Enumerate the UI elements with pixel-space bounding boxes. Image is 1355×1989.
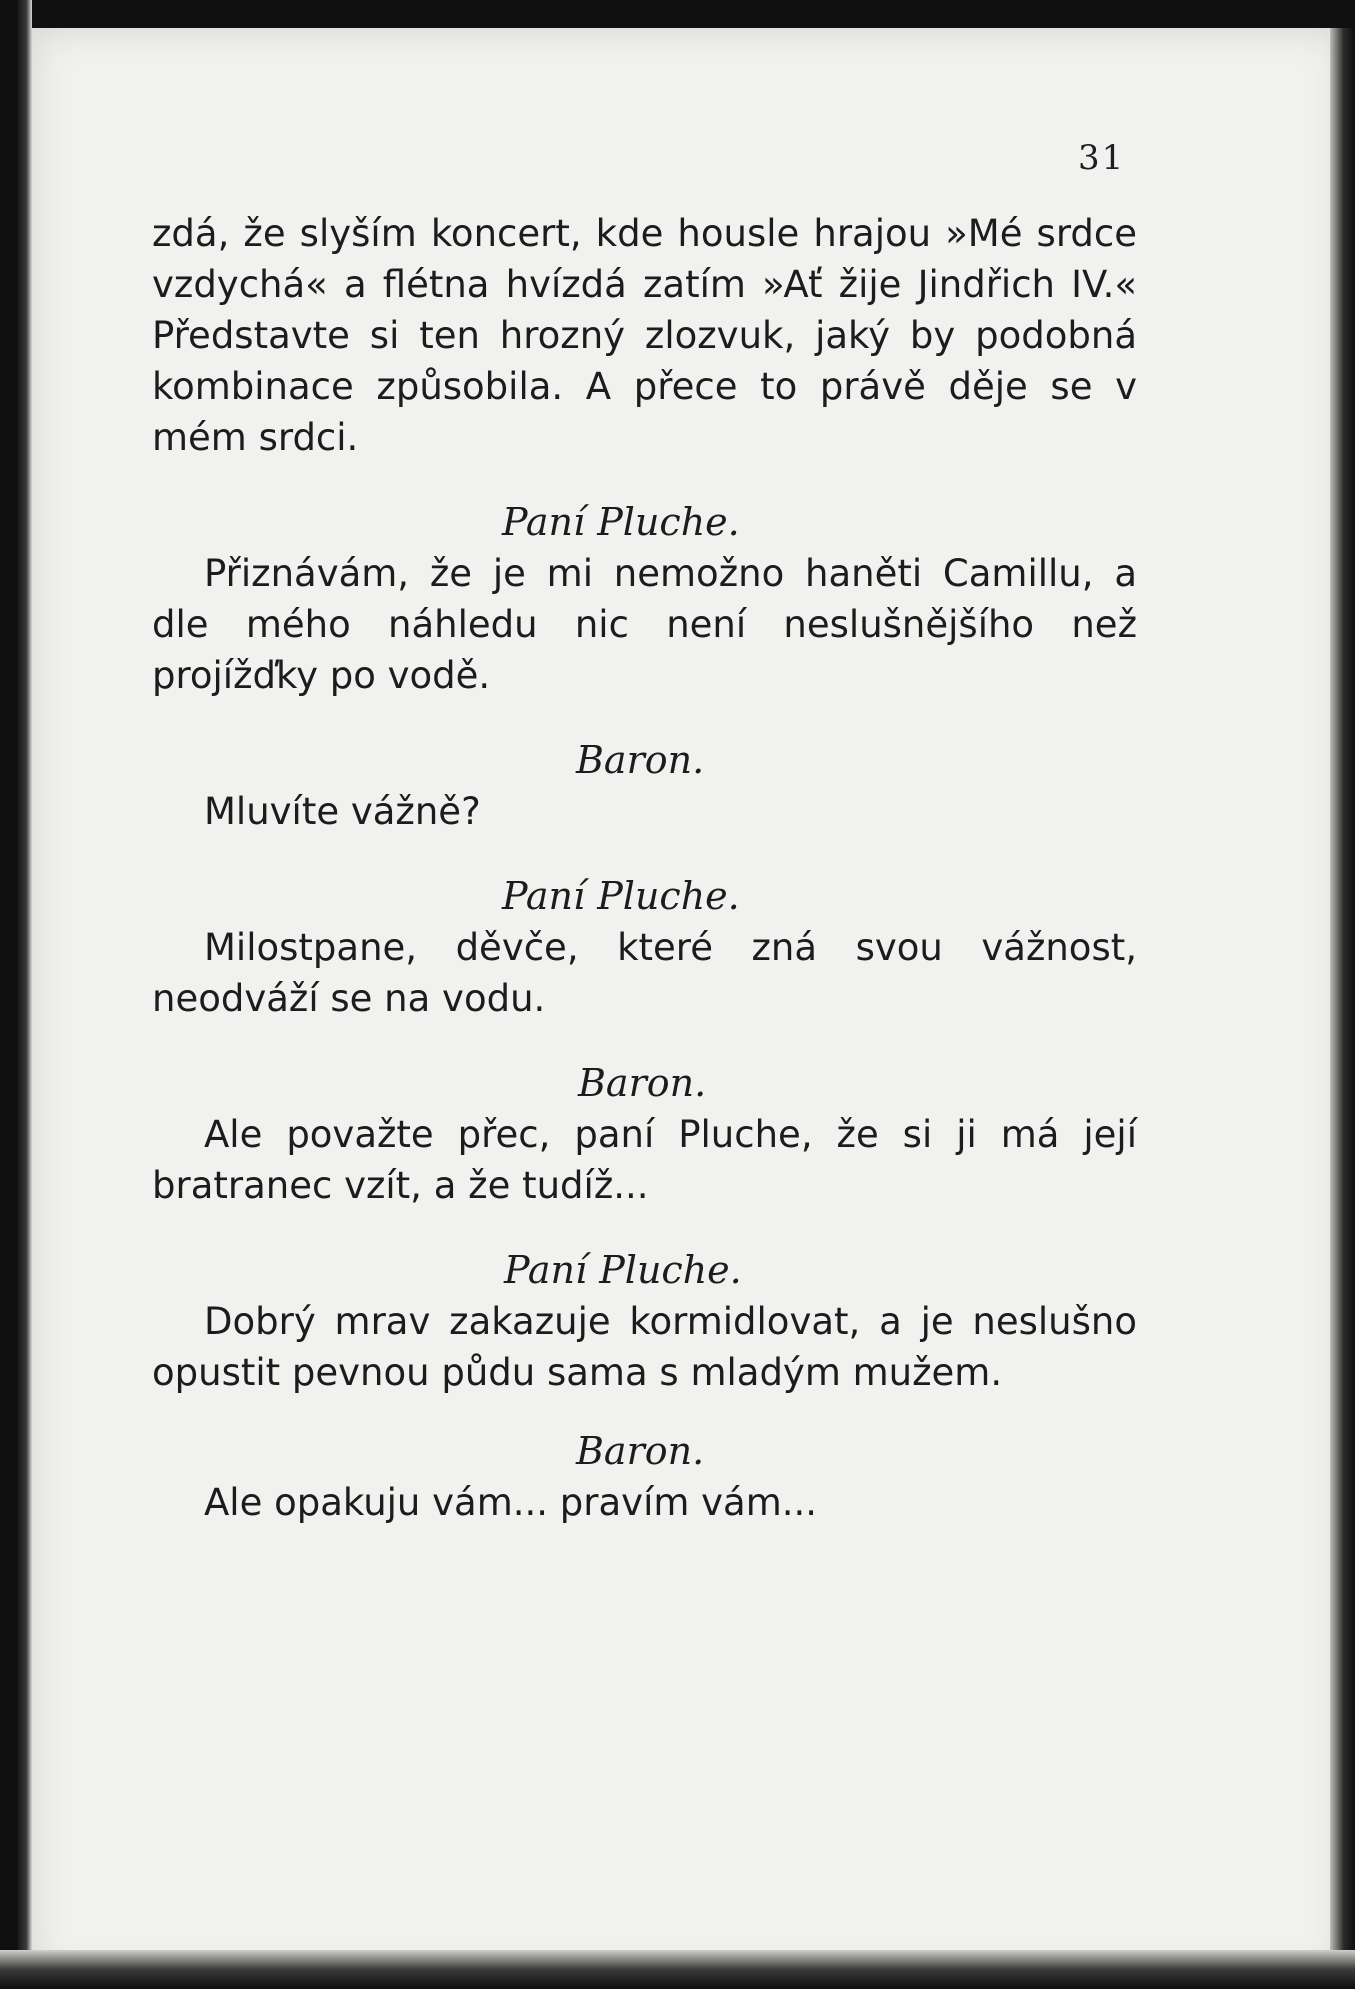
spacer [152,701,1137,735]
spacer [152,1211,1137,1245]
speech-paragraph: Dobrý mrav zakazuje kormidlovat, a je neslušno opustit pevnou půdu sama s mladým mužem. [152,1300,1137,1394]
speaker-name: Paní Pluche. [504,1248,742,1292]
speaker-name: Paní Pluche. [502,500,740,544]
page-number: 31 [1078,138,1126,178]
speech-paragraph: Ale považte přec, paní Pluche, že si ji má její bratranec vzít, a že tudíž... [152,1113,1137,1207]
speaker-name: Baron. [576,738,705,782]
spacer [152,1398,1137,1426]
speaker-name: Baron. [578,1061,707,1105]
book-spine-edge [18,0,32,1989]
speech-paragraph: Milostpane, děvče, které zná svou vážnost, neodváží se na vodu. [152,926,1137,1020]
speaker-name: Paní Pluche. [502,874,740,918]
page-bottom-edge [0,1950,1355,1989]
speech-paragraph: zdá, že slyším koncert, kde housle hrajou »Mé srdce vzdychá« a flétna hvízdá zatím »Ať žije Jindřich IV.« Představte si ten hrozný zlozvuk, jaký by podobná kombinace způsobila. A přece to právě děje se v mém srdci. [152,212,1137,459]
spacer [152,1024,1137,1058]
dialogue-text [152,208,1137,1528]
page-right-edge [1330,28,1355,1989]
speech-paragraph: Přiznávám, že je mi nemožno haněti Camillu, a dle mého náhledu nic není neslušnějšího než projížďky po vodě. [152,552,1137,697]
speaker-name: Baron. [576,1429,705,1473]
spacer [152,837,1137,871]
speech-paragraph: Ale opakuju vám... pravím vám... [204,1481,818,1524]
speech-paragraph: Mluvíte vážně? [204,790,481,833]
spacer [152,463,1137,497]
